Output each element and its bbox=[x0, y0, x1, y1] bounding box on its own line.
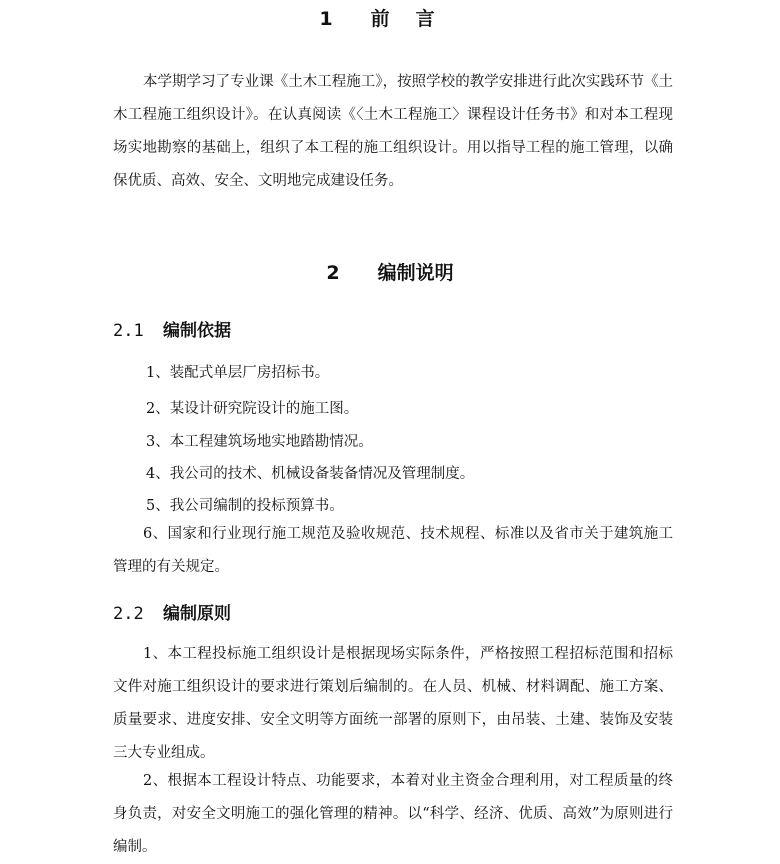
section-1-title: 前言 bbox=[370, 8, 461, 30]
subsection-2-1-number: 2.1 bbox=[113, 321, 144, 341]
principle-paragraph-1: 1、本工程投标施工组织设计是根据现场实际条件，严格按照工程招标范围和招标文件对施工组织设计的要求进行策划后编制的。在人员、机械、材料调配、施工方案、质量要求、进度安排、安全文明等方面统一部署的原则下，由吊装、土建、装饰及安装三大专业组成。 bbox=[113, 646, 673, 761]
subsection-2-1-title: 编制依据 bbox=[163, 321, 231, 341]
basis-item-5: 5、我公司编制的投标预算书。 bbox=[146, 498, 344, 514]
basis-item-4: 4、我公司的技术、机械设备装备情况及管理制度。 bbox=[146, 466, 475, 482]
section-1-heading bbox=[0, 4, 780, 31]
subsection-2-2-heading bbox=[113, 599, 231, 624]
basis-item-2: 2、某设计研究院设计的施工图。 bbox=[146, 401, 359, 417]
basis-item-3: 3、本工程建筑场地实地踏勘情况。 bbox=[146, 434, 373, 450]
section-2-heading bbox=[0, 258, 780, 285]
preface-paragraph: 本学期学习了专业课《土木工程施工》，按照学校的教学安排进行此次实践环节《土木工程施工组织设计》。在认真阅读《〈土木工程施工〉课程设计任务书》和对本工程现场实地勘察的基础上，组织了本工程的施工组织设计。用以指导工程的施工管理，以确保优质、高效、安全、文明地完成建设任务。 bbox=[113, 74, 673, 189]
subsection-2-2-number: 2.2 bbox=[113, 604, 144, 624]
principle-paragraph-2: 2、根据本工程设计特点、功能要求，本着对业主资金合理利用，对工程质量的终身负责，对安全文明施工的强化管理的精神。以“科学、经济、优质、高效”为原则进行编制。 bbox=[113, 773, 673, 855]
section-1-number: 1 bbox=[319, 8, 333, 30]
section-2-title: 编制说明 bbox=[377, 262, 454, 284]
basis-item-6: 6、国家和行业现行施工规范及验收规范、技术规程、标准以及省市关于建筑施工管理的有关规定。 bbox=[113, 526, 673, 575]
basis-item-1: 1、装配式单层厂房招标书。 bbox=[146, 365, 330, 381]
section-2-number: 2 bbox=[326, 262, 340, 284]
subsection-2-2-title: 编制原则 bbox=[163, 604, 231, 624]
subsection-2-1-heading bbox=[113, 316, 231, 341]
